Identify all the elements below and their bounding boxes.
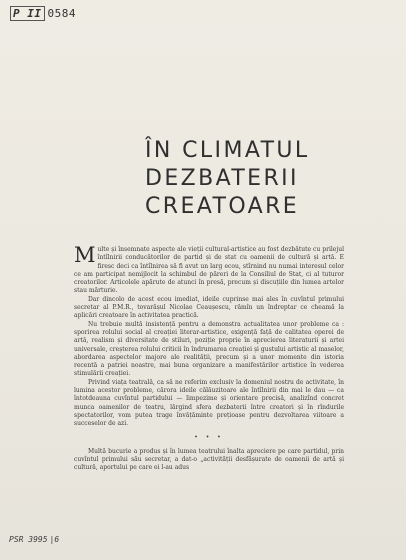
paragraph-4: Privind viața teatrală, ca să ne referim exclusiv la domeniul nostru de activitate, în lumina acestor probleme, cărora ideile călăuzitoare ale întîlnirii din mai le dau — ca întotdeauna cuvîntul partidului — limpezime și orientare precisă, analizînd concret munca oamenilor de teatru, lărgind sfera dezbaterii între creatori și în rîndurile spectatorilor, vom putea trage învățăminte prețioase pentru dezvoltarea viitoare a succeselor de azi. xyxy=(74,378,344,428)
section-separator: • • • xyxy=(194,433,224,441)
paragraph-5: Multă bucurie a produs și în lumea teatrului înalta apreciere pe care partidul, prin cuvîntul primului său secretar, a dat-o „activității desfășurate de oamenii de artă și cultură, aportului pe care ei l-au adus xyxy=(74,447,344,472)
paragraph-2: Dar dincolo de acest ecou imediat, ideile cuprinse mai ales în cuvîntul primului secretar al P.M.R., tovarășul Nicolae Ceaușescu, rămîn un îndreptar ce cheamă la aplicări creatoare în activitatea practică. xyxy=(74,295,344,320)
handwritten-code: PSR 3995 xyxy=(9,535,48,544)
article-title xyxy=(145,140,310,224)
archive-stamp xyxy=(10,6,76,21)
paragraph-3: Nu trebuie multă insistență pentru a demonstra actualitatea unor probleme ca : sporirea rolului social al creației literar-artistice, exigență față de calitatea operei de artă, realism și diversitate de stiluri, poziție proprie în aprecierea literaturii și artei universale, creșterea rolului criticii în îndrumarea creației și gustului artistic al maselor, abordarea aspectelor majore ale realității, precum și a unor momente din istoria recentă a patriei noastre, mai buna organizare a manifestărilor artistice în vederea stimulării creației. xyxy=(74,320,344,378)
title-line-1: ÎN CLIMATUL xyxy=(145,138,310,163)
title-line-2: DEZBATERII xyxy=(145,166,299,191)
article-body xyxy=(74,243,344,473)
handwritten-suffix: 6 xyxy=(54,535,60,544)
handwritten-note: PSR 3995 |6 xyxy=(9,535,60,544)
title-line-3: CREATOARE xyxy=(145,194,300,219)
stamp-prefix: P II xyxy=(10,6,45,21)
drop-cap: M xyxy=(74,243,96,267)
paragraph-1 xyxy=(74,243,344,296)
paragraph-1-text: ulte și însemnate aspecte ale vieții cultural-artistice au fost dezbătute cu prilejul întîlnirii conducătorilor de partid și de stat cu oamenii de cultură și artă. E firesc deci ca întîlnirea să fi avut un larg ecou, stîrnind nu numai interesul celor ce am participat nemijlocit la schimbul de păreri de la Consiliul de Stat, ci al tuturor creatorilor. Articolele apărute de atunci în presă, precum și discuțiile din lumea artelor stau mărturie. xyxy=(74,246,344,295)
stamp-number: 0584 xyxy=(47,7,76,20)
